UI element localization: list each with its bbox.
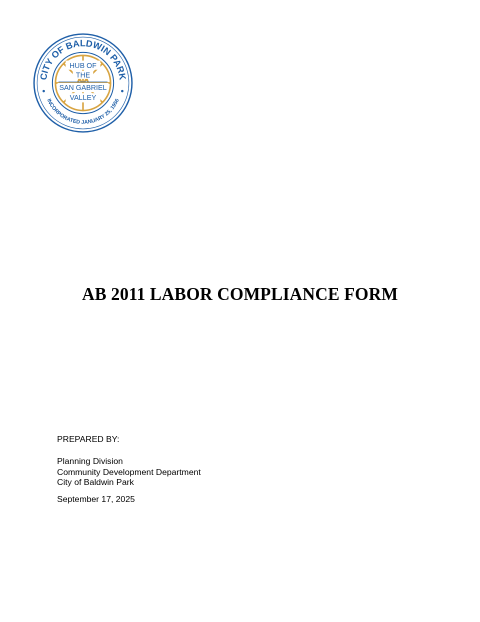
seal-center-text-2: THE: [75, 71, 91, 80]
prepared-by-label: PREPARED BY:: [57, 434, 120, 444]
document-title: AB 2011 LABOR COMPLIANCE FORM: [82, 284, 398, 304]
city-seal-logo: [32, 32, 134, 134]
org-line-division: Planning Division: [57, 456, 123, 466]
prepared-by-organization: [57, 456, 201, 488]
seal-center-text-1: HUB OF: [69, 62, 97, 71]
document-date: September 17, 2025: [57, 494, 135, 504]
seal-ring-text-bottom: INCORPORATED JANUARY 25, 1956: [45, 97, 121, 126]
seal-center-text-4: VALLEY: [69, 93, 97, 102]
seal-center-text-3: SAN GABRIEL: [59, 84, 107, 93]
seal-graphic: [32, 32, 134, 134]
org-line-department: Community Development Department: [57, 466, 201, 477]
seal-ring-text-top: CITY OF BALDWIN PARK: [38, 38, 128, 81]
org-line-city: City of Baldwin Park: [57, 477, 134, 488]
